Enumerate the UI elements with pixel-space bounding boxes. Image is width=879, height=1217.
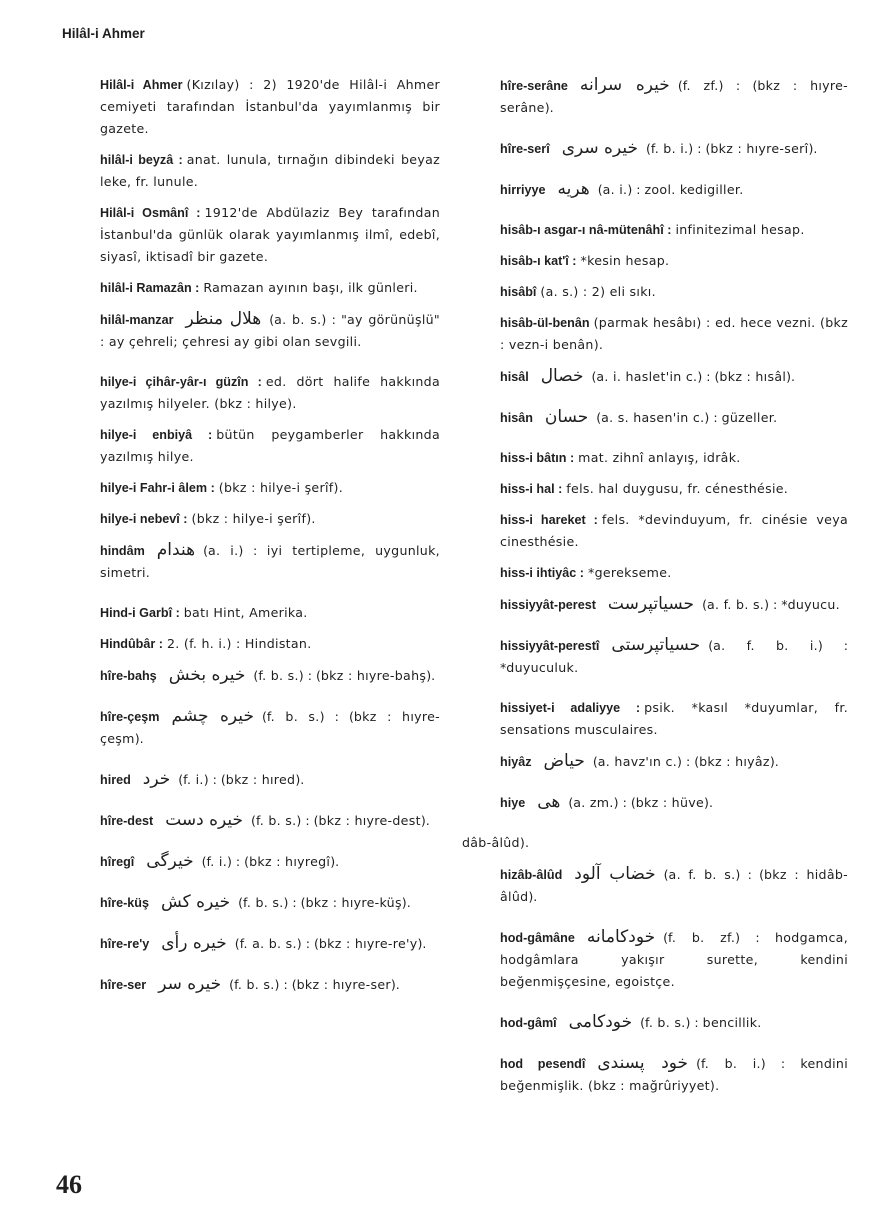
dictionary-entry	[62, 508, 440, 530]
dictionary-entry	[462, 312, 848, 356]
dictionary-entry	[462, 74, 848, 119]
entry-definition: mat. zihnî anlayış, idrâk.	[578, 450, 741, 465]
entry-definition: (a. i.) : iyi tertipleme, uygunluk, simetri.	[100, 543, 440, 580]
entry-ottoman-script: خودکامی	[568, 1012, 633, 1032]
entry-headword: hîre-küş	[100, 896, 149, 910]
entry-headword: hîre-dest	[100, 814, 154, 828]
entry-headword: hîre-çeşm	[100, 710, 160, 724]
entry-definition: (f. b. s.) : bencillik.	[640, 1015, 762, 1030]
entry-definition: (f. i.) : (bkz : hıred).	[178, 772, 305, 787]
entry-definition: anat. lunula, tırnağın dibindeki beyaz leke, fr. lunule.	[100, 152, 440, 189]
entry-definition: (bkz : hilye-i şerîf).	[191, 511, 316, 526]
dictionary-entry	[62, 602, 440, 624]
entry-headword: hilye-i çihâr-yâr-ı güzîn :	[100, 375, 262, 389]
entry-ottoman-script: حسیاتپرست	[607, 594, 695, 614]
entry-headword: hissiyyât-perest	[500, 598, 596, 612]
entry-definition: fels. *devinduyum, fr. cinésie veya cinesthésie.	[500, 512, 848, 549]
entry-definition: infinitezimal hesap.	[675, 222, 805, 237]
entry-headword: Hilâl-i Ahmer	[100, 78, 183, 92]
entry-ottoman-script: خیره چشم	[171, 706, 254, 726]
entry-ottoman-script: هریه	[557, 179, 590, 199]
entry-headword: hîre-serâne	[500, 79, 568, 93]
entry-headword: hisân	[500, 411, 533, 425]
entry-ottoman-script: خیره کش	[161, 892, 231, 912]
dictionary-entry	[62, 371, 440, 415]
entry-definition: (a. s.) : 2) eli sıkı.	[540, 284, 656, 299]
entry-definition: (a. i.) : zool. kedigiller.	[597, 182, 744, 197]
entry-headword: hiyâz	[500, 755, 532, 769]
entry-ottoman-script: خرد	[142, 769, 171, 789]
entry-headword: Hindûbâr :	[100, 637, 163, 651]
dictionary-entry	[462, 634, 848, 679]
entry-headword: hilâl-i Ramazân :	[100, 281, 200, 295]
entry-definition: (bkz : hilye-i şerîf).	[218, 480, 344, 495]
entry-definition: 2. (f. h. i.) : Hindistan.	[166, 636, 312, 651]
entry-headword: hilye-i enbiyâ :	[100, 428, 213, 442]
running-title: Hilâl-i Ahmer	[62, 26, 145, 41]
dictionary-entry	[62, 308, 440, 353]
dictionary-entry	[62, 973, 440, 996]
entry-ottoman-script: خیره سرانه	[579, 75, 670, 95]
dictionary-entry	[62, 149, 440, 193]
entry-headword: hired	[100, 773, 131, 787]
entry-headword: hod-gâmî	[500, 1016, 557, 1030]
dictionary-entry	[62, 477, 440, 499]
entry-headword: hiss-i hal :	[500, 482, 563, 496]
entry-definition: (parmak hesâbı) : ed. hece vezni. (bkz : vezn-i benân).	[500, 315, 848, 352]
entry-ottoman-script: خودکامانه	[586, 927, 656, 947]
dictionary-entry	[462, 562, 848, 584]
entry-headword: Hind-i Garbî :	[100, 606, 180, 620]
entry-ottoman-script: هلال منظر	[185, 309, 262, 329]
dictionary-entry	[462, 219, 848, 241]
entry-definition: *gerekseme.	[587, 565, 672, 580]
dictionary-entry	[62, 768, 440, 791]
entry-definition: (a. havz'ın c.) : (bkz : hıyâz).	[592, 754, 779, 769]
dictionary-entry	[62, 633, 440, 655]
entry-ottoman-script: خیره بخش	[168, 665, 246, 685]
dictionary-entry	[62, 891, 440, 914]
entry-ottoman-script: خیرگی	[146, 851, 194, 871]
dictionary-entry	[462, 478, 848, 500]
dictionary-entry	[462, 832, 848, 854]
entry-ottoman-script: هی	[537, 792, 561, 812]
entry-ottoman-script: هندام	[156, 540, 196, 560]
entry-headword: hilâl-i beyzâ :	[100, 153, 183, 167]
entry-definition: 1912'de Abdülaziz Bey tarafından İstanbul'da günlük olarak yayımlanmış ilmî, edebî, siyasî, iktisadî bir gazete.	[100, 205, 440, 264]
entry-definition: (f. b. zf.) : hodgamca, hodgâmlara yakışır surette, kendini beğenmişçesine, egoistçe.	[500, 930, 848, 989]
dictionary-entry	[462, 926, 848, 993]
entry-definition: (f. zf.) : (bkz : hıyre-serâne).	[500, 78, 848, 115]
entry-definition: dâb-âlûd).	[462, 835, 530, 850]
entry-headword: hirriyye	[500, 183, 546, 197]
entry-definition: Ramazan ayının başı, ilk günleri.	[203, 280, 418, 295]
entry-headword: hod pesendî	[500, 1057, 586, 1071]
dictionary-entry	[462, 365, 848, 388]
entry-ottoman-script: خیره دست	[165, 810, 244, 830]
entry-ottoman-script: خضاب آلود	[574, 864, 656, 884]
dictionary-entry	[462, 178, 848, 201]
dictionary-entry	[62, 705, 440, 750]
entry-headword: hîregî	[100, 855, 135, 869]
dictionary-entry	[462, 750, 848, 773]
entry-headword: hîre-ser	[100, 978, 147, 992]
dictionary-entry	[462, 509, 848, 553]
entry-headword: hisâl	[500, 370, 529, 384]
entry-headword: hisâb-ı kat'î :	[500, 254, 577, 268]
entry-ottoman-script: خیره رأی	[161, 933, 227, 953]
entry-definition: (f. b. s.) : (bkz : hıyre-dest).	[251, 813, 430, 828]
dictionary-entry	[462, 791, 848, 814]
entry-definition: (f. b. s.) : (bkz : hıyre-ser).	[229, 977, 400, 992]
entry-definition: (f. b. i.) : (bkz : hıyre-serî).	[645, 141, 818, 156]
left-column	[62, 74, 440, 1014]
entry-definition: (f. b. s.) : (bkz : hıyre-bahş).	[253, 668, 436, 683]
dictionary-entry	[462, 137, 848, 160]
entry-headword: hissiyyât-perestî	[500, 639, 600, 653]
entry-headword: hiss-i bâtın :	[500, 451, 575, 465]
right-column	[462, 74, 848, 1115]
entry-headword: hilye-i nebevî :	[100, 512, 188, 526]
entry-definition: (a. f. b. i.) : *duyuculuk.	[500, 638, 848, 675]
page-number: 46	[56, 1170, 82, 1199]
entry-ottoman-script: خود پسندی	[597, 1053, 689, 1073]
entry-definition: (f. b. s.) : (bkz : hıyre-küş).	[238, 895, 411, 910]
entry-ottoman-script: خیره سری	[561, 138, 638, 158]
dictionary-entry	[462, 1011, 848, 1034]
entry-definition: batı Hint, Amerika.	[183, 605, 308, 620]
entry-definition: (f. i.) : (bkz : hıyregî).	[201, 854, 340, 869]
entry-headword: hîre-bahş	[100, 669, 157, 683]
dictionary-entry	[62, 277, 440, 299]
entry-definition: (a. f. b. s.) : (bkz : hidâb-âlûd).	[500, 867, 848, 904]
entry-ottoman-script: خصال	[540, 366, 584, 386]
entry-headword: Hilâl-i Osmânî :	[100, 206, 201, 220]
entry-headword: hiss-i ihtiyâc :	[500, 566, 584, 580]
entry-headword: hiss-i hareket :	[500, 513, 598, 527]
dictionary-entry	[62, 74, 440, 140]
entry-definition: (a. f. b. s.) : *duyucu.	[702, 597, 840, 612]
entry-definition: (f. b. s.) : (bkz : hıyre-çeşm).	[100, 709, 440, 746]
entry-headword: hîre-serî	[500, 142, 550, 156]
entry-ottoman-script: خیره سر	[158, 974, 222, 994]
entry-headword: hilâl-manzar	[100, 313, 174, 327]
entry-headword: hod-gâmâne	[500, 931, 575, 945]
entry-headword: hîre-re'y	[100, 937, 150, 951]
entry-headword: hisâb-ı asgar-ı nâ-mütenâhî :	[500, 223, 672, 237]
dictionary-entry	[462, 406, 848, 429]
entry-definition: (a. b. s.) : "ay görünüşlü" : ay çehreli; çehresi ay gibi olan sevgili.	[100, 312, 440, 349]
entry-definition: bütün peygamberler hakkında yazılmış hilye.	[100, 427, 440, 464]
dictionary-entry	[462, 281, 848, 303]
entry-ottoman-script: حسیاتپرستی	[611, 635, 701, 655]
entry-ottoman-script: حیاض	[543, 751, 585, 771]
dictionary-entry	[462, 697, 848, 741]
entry-headword: hisâb-ül-benân	[500, 316, 590, 330]
dictionary-entry	[462, 447, 848, 469]
dictionary-entry	[462, 1052, 848, 1097]
dictionary-entry	[62, 664, 440, 687]
entry-headword: hissiyet-i adaliyye :	[500, 701, 641, 715]
entry-definition: (f. a. b. s.) : (bkz : hıyre-re'y).	[234, 936, 427, 951]
dictionary-entry	[62, 850, 440, 873]
dictionary-entry	[62, 932, 440, 955]
entry-definition: *kesin hesap.	[580, 253, 670, 268]
entry-headword: hizâb-âlûd	[500, 868, 563, 882]
entry-definition: psik. *kasıl *duyumlar, fr. sensations musculaires.	[500, 700, 848, 737]
entry-definition: (f. b. i.) : kendini beğenmişlik. (bkz : mağrûriyyet).	[500, 1056, 848, 1093]
dictionary-entry	[462, 250, 848, 272]
entry-headword: hisâbî	[500, 285, 537, 299]
dictionary-entry	[462, 863, 848, 908]
entry-definition: (a. s. hasen'in c.) : güzeller.	[596, 410, 778, 425]
dictionary-entry	[462, 593, 848, 616]
entry-headword: hiye	[500, 796, 526, 810]
entry-definition: (a. zm.) : (bkz : hüve).	[568, 795, 713, 810]
entry-ottoman-script: حسان	[544, 407, 589, 427]
entry-definition: fels. hal duygusu, fr. cénesthésie.	[566, 481, 789, 496]
entry-definition: ed. dört halife hakkında yazılmış hilyeler. (bkz : hilye).	[100, 374, 440, 411]
dictionary-entry	[62, 202, 440, 268]
entry-definition: (Kızılay) : 2) 1920'de Hilâl-i Ahmer cemiyeti tarafından İstanbul'da yayımlanmış bir gazete.	[100, 77, 440, 136]
dictionary-entry	[62, 424, 440, 468]
entry-definition: (a. i. haslet'in c.) : (bkz : hısâl).	[591, 369, 796, 384]
dictionary-entry	[62, 539, 440, 584]
dictionary-entry	[62, 809, 440, 832]
entry-headword: hindâm	[100, 544, 145, 558]
entry-headword: hilye-i Fahr-i âlem :	[100, 481, 215, 495]
